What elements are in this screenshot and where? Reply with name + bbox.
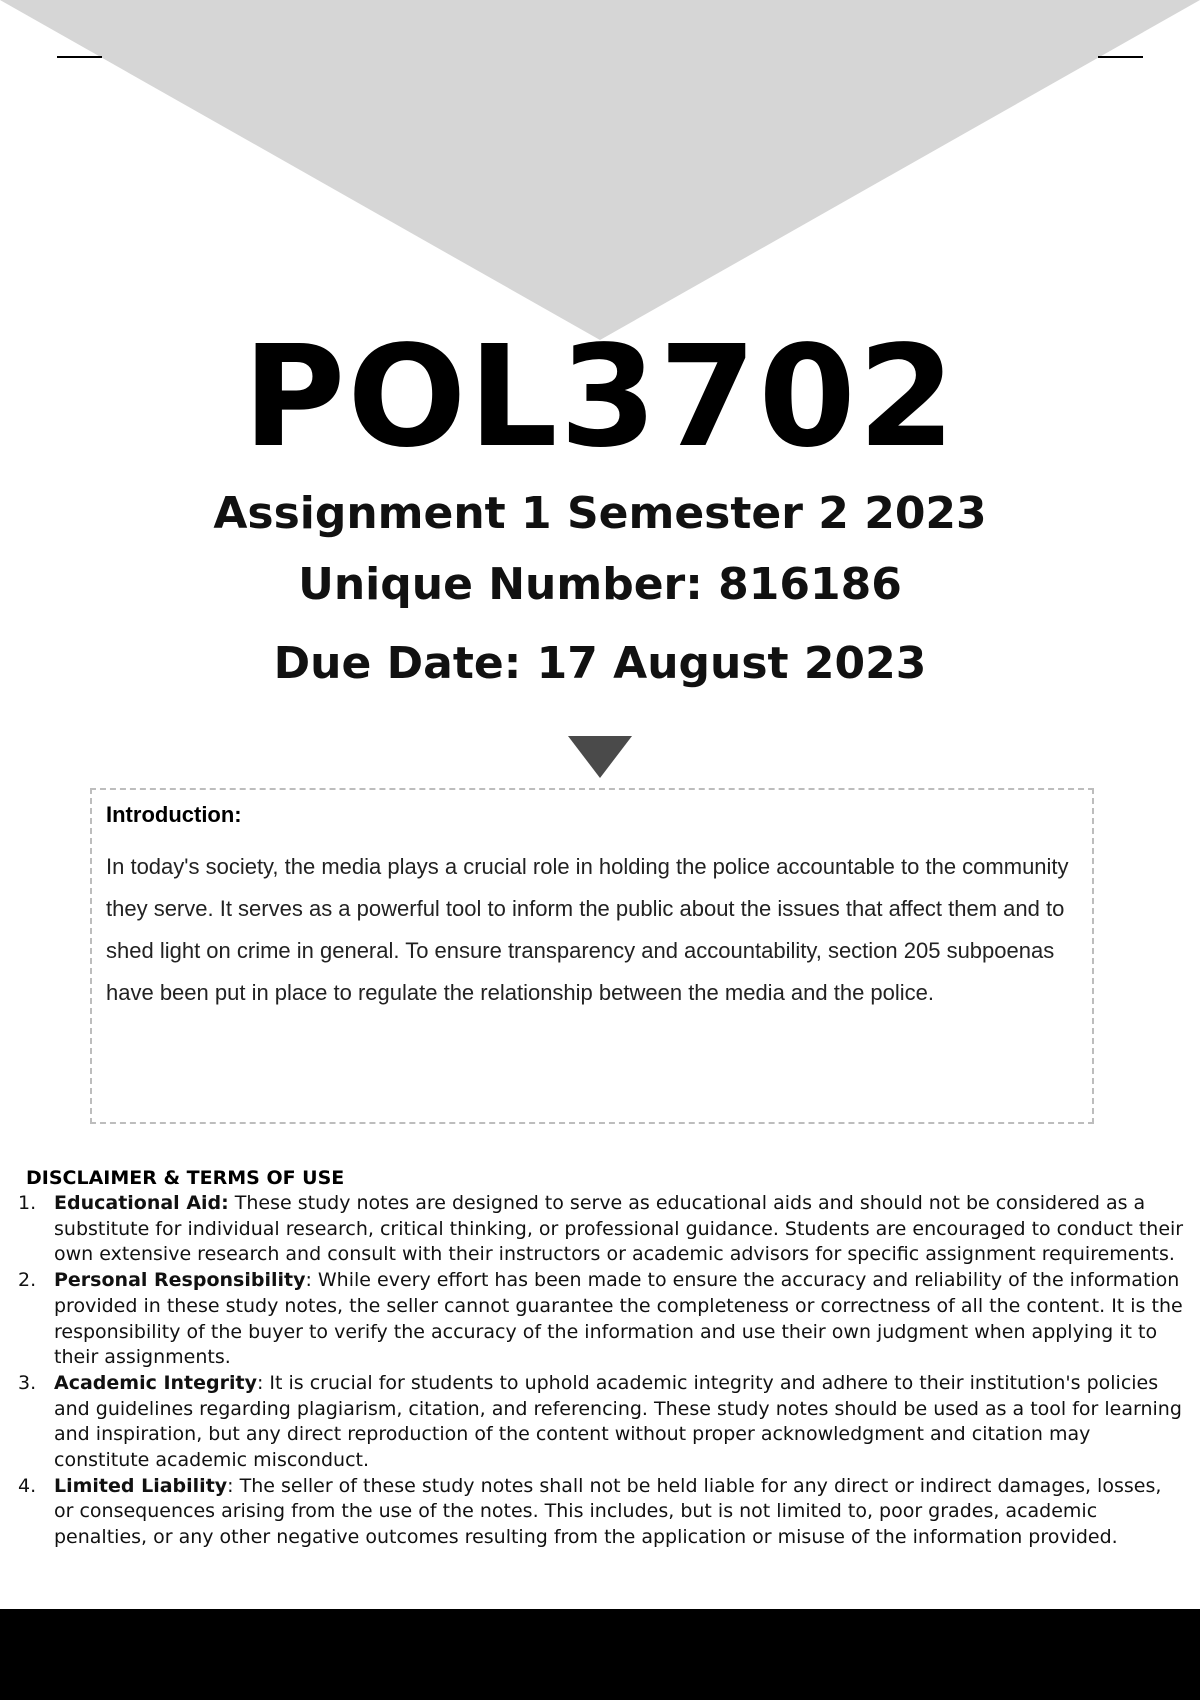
- disclaimer-title: DISCLAIMER & TERMS OF USE: [26, 1167, 345, 1189]
- term-item-limited-liability: [18, 1474, 1186, 1551]
- down-triangle-icon: [568, 736, 632, 778]
- due-date: Due Date: 17 August 2023: [273, 638, 927, 689]
- term-text: : It is crucial for students to uphold academic integrity and adhere to their institution's policies and guidelines regarding plagiarism, citation, and referencing. These study notes should be used as a tool for learning and inspiration, but any direct reproduction of the content without proper acknowledgment and citation may constitute academic misconduct.: [54, 1371, 1182, 1472]
- term-label: Educational Aid:: [54, 1192, 229, 1214]
- unique-number: Unique Number: 816186: [298, 559, 902, 610]
- term-item-educational-aid: [18, 1191, 1186, 1268]
- term-number: 3.: [18, 1371, 37, 1394]
- introduction-text: In today's society, the media plays a crucial role in holding the police accountable to the community they serve. It serves as a powerful tool to inform the public about the issues that affect them and to shed light on crime in general. To ensure transparency and accountability, section 205 subpoenas have been put in place to regulate the relationship between the media and the police.: [106, 854, 1069, 1005]
- top-chevron-shape: [0, 0, 1200, 340]
- term-label: Academic Integrity: [54, 1371, 257, 1394]
- footer-black-bar: [0, 1609, 1200, 1700]
- term-label: Limited Liability: [54, 1474, 228, 1497]
- term-number: 2.: [18, 1269, 37, 1292]
- term-label: Personal Responsibility: [54, 1269, 306, 1292]
- corner-rule-left: [57, 56, 102, 58]
- term-number: 4.: [18, 1474, 37, 1497]
- term-text: : The seller of these study notes shall not be held liable for any direct or indirect damages, losses, or consequences arising from the use of the notes. This includes, but is not limited to, poor grades, academic penalties, or any other negative outcomes resulting from the application or misuse of the information provided.: [54, 1474, 1162, 1549]
- introduction-heading: Introduction:: [106, 802, 242, 827]
- term-item-personal-responsibility: [18, 1268, 1186, 1371]
- corner-rule-right: [1098, 56, 1143, 58]
- term-text: : While every effort has been made to ensure the accuracy and reliability of the information provided in these study notes, the seller cannot guarantee the completeness or correctness of all the content. It is the responsibility of the buyer to verify the accuracy of the information and use their own judgment when applying it to their assignments.: [54, 1269, 1183, 1369]
- terms-list: [18, 1191, 1186, 1551]
- course-code-title: POL3702: [242, 316, 958, 479]
- disclaimer-section: [18, 1165, 1186, 1551]
- term-number: 1.: [18, 1192, 37, 1214]
- assignment-subtitle: Assignment 1 Semester 2 2023: [213, 488, 987, 539]
- introduction-box: [90, 788, 1094, 1124]
- term-text: These study notes are designed to serve as educational aids and should not be considered as a substitute for individual research, critical thinking, or professional guidance. Students are encouraged to conduct their own extensive research and consult with their instructors or academic advisors for specific assignment requirements.: [54, 1192, 1184, 1266]
- term-item-academic-integrity: [18, 1371, 1186, 1474]
